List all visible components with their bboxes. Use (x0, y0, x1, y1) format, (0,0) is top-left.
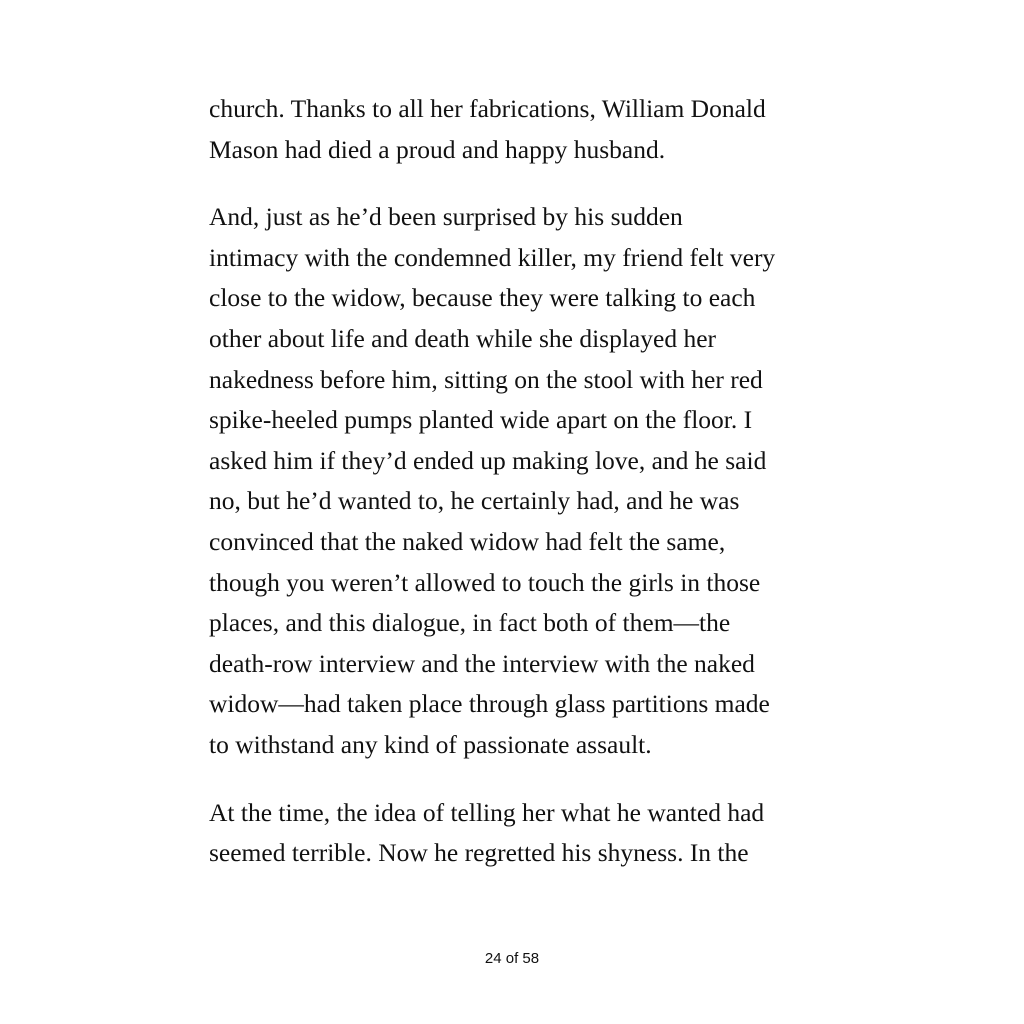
text-line: though you weren’t allowed to touch the girls in those (209, 567, 761, 597)
text-line: nakedness before him, sitting on the stool with her red (209, 364, 763, 394)
text-line: Mason had died a proud and happy husband. (209, 134, 666, 164)
page-text (209, 89, 829, 901)
text-line: convinced that the naked widow had felt the same, (209, 526, 726, 556)
paragraph-2 (209, 197, 829, 765)
text-line: other about life and death while she displayed her (209, 323, 716, 353)
paragraph-1 (209, 89, 829, 170)
text-line: At the time, the idea of telling her what he wanted had (209, 797, 765, 827)
text-line: And, just as he’d been surprised by his sudden (209, 202, 683, 232)
text-line: church. Thanks to all her fabrications, William Donald (209, 94, 766, 123)
page-indicator: 24 of 58 (484, 950, 540, 967)
text-line: death-row interview and the interview with the naked (209, 648, 755, 678)
text-line: spike-heeled pumps planted wide apart on the floor. I (209, 405, 753, 435)
text-line: seemed terrible. Now he regretted his shyness. In the (209, 838, 749, 868)
text-line: widow—had taken place through glass partitions made (209, 689, 770, 719)
text-line: no, but he’d wanted to, he certainly had, and he was (209, 486, 740, 516)
text-line: intimacy with the condemned killer, my friend felt very (209, 242, 776, 272)
text-line: places, and this dialogue, in fact both of them—the (209, 608, 731, 638)
text-line: to withstand any kind of passionate assault. (209, 729, 652, 759)
paragraph-3 (209, 793, 829, 874)
text-line: close to the widow, because they were talking to each (209, 283, 756, 313)
text-line: asked him if they’d ended up making love, and he said (209, 445, 767, 475)
